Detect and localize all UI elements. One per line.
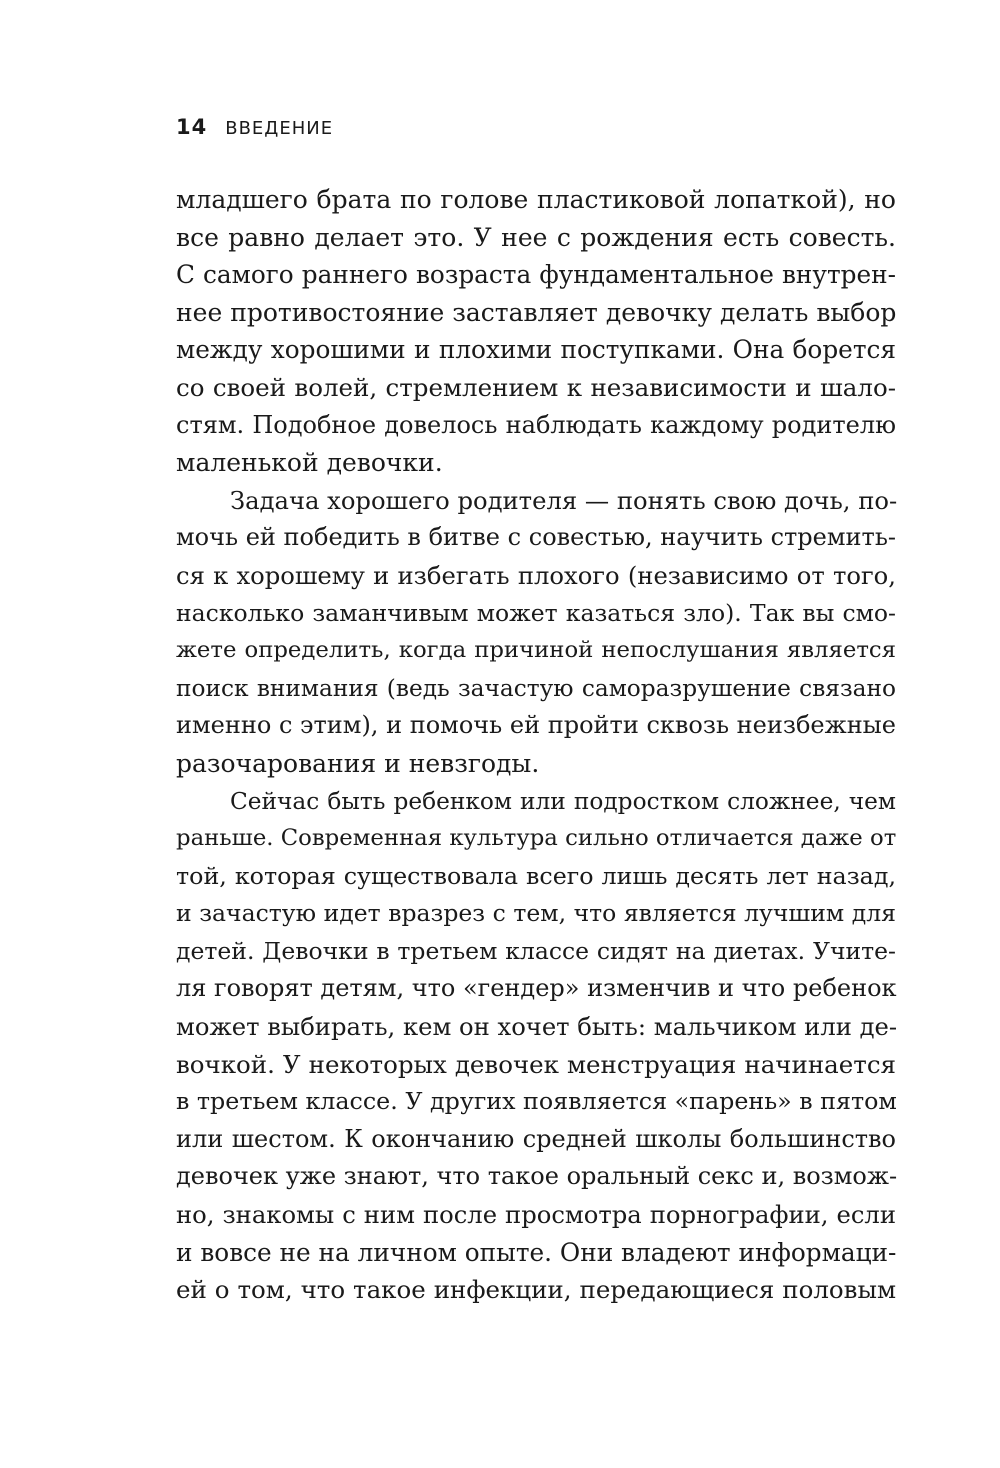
text-line: раньше. Современная культура сильно отличается даже от [176, 825, 897, 852]
text-line: но, знакомы с ним после просмотра порнографии, если [176, 1200, 896, 1230]
text-line: со своей волей, стремлением к независимости и шало- [176, 372, 896, 402]
text-line: именно с этим), и помочь ей пройти сквозь неизбежные [176, 711, 896, 740]
paragraph [176, 181, 896, 482]
text-line: стям. Подобное довелось наблюдать каждому родителю [176, 410, 896, 439]
text-line: между хорошими и плохими поступками. Она борется [176, 335, 896, 365]
text-line: ся к хорошему и избегать плохого (независимо от того, [176, 560, 896, 590]
text-line: в третьем классе. У других появляется «парень» в пятом [176, 1087, 897, 1116]
text-line: ля говорят детям, что «гендер» изменчив и что ребенок [176, 974, 897, 1003]
text-line: поиск внимания (ведь зачастую саморазрушение связано [176, 674, 896, 702]
text-line: девочек уже знают, что такое оральный секс и, возмож- [176, 1162, 898, 1191]
section-title: ВВЕДЕНИЕ [225, 118, 334, 139]
running-head [176, 115, 333, 139]
text-line: маленькой девочки. [176, 448, 443, 478]
text-line: мочь ей победить в битве с совестью, научить стремить- [176, 523, 896, 552]
text-line: детей. Девочки в третьем классе сидят на диетах. Учите- [176, 936, 896, 965]
text-line: все равно делает это. У нее с рождения есть совесть. [176, 222, 896, 252]
text-line: и вовсе не на личном опыте. Они владеют информаци- [176, 1237, 897, 1267]
text-line: Задача хорошего родителя — понять свою дочь, по- [230, 485, 898, 515]
paragraph [176, 783, 896, 1309]
text-line: Сейчас быть ребенком или подростком сложнее, чем [230, 787, 896, 815]
paragraph [176, 482, 896, 783]
text-line: ей о том, что такое инфекции, передающиеся половым [176, 1275, 896, 1305]
body-text [176, 181, 896, 1309]
text-line: вочкой. У некоторых девочек менструация начинается [176, 1049, 896, 1079]
text-line: и зачастую идет вразрез с тем, что является лучшим для [176, 899, 896, 928]
text-line: насколько заманчивым может казаться зло). Так вы смо- [176, 598, 896, 627]
page-number: 14 [176, 115, 208, 139]
text-line: разочарования и невзгоды. [176, 748, 540, 778]
text-line: той, которая существовала всего лишь десять лет назад, [176, 861, 896, 890]
text-line: младшего брата по голове пластиковой лопаткой), но [176, 185, 896, 214]
text-line: нее противостояние заставляет девочку делать выбор [176, 297, 897, 327]
text-line: может выбирать, кем он хочет быть: мальчиком или де- [176, 1012, 898, 1042]
text-line: С самого раннего возраста фундаментальное внутрен- [176, 260, 896, 290]
text-line: или шестом. К окончанию средней школы большинство [176, 1124, 896, 1153]
text-line: жете определить, когда причиной непослушания является [176, 637, 896, 664]
